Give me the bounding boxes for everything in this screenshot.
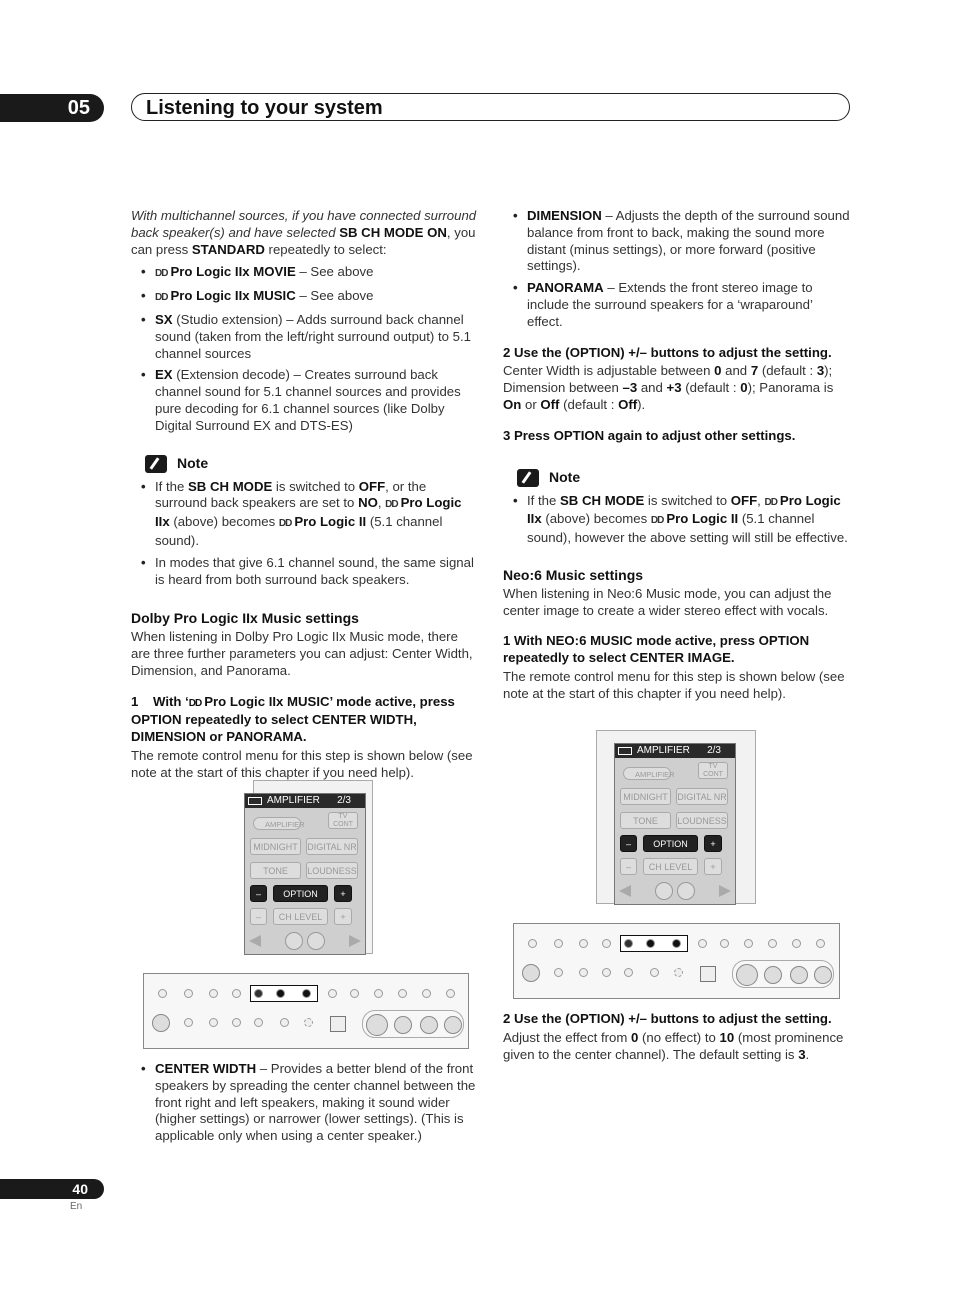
remote-screen xyxy=(614,743,736,905)
dolby-icon: DD xyxy=(155,268,168,280)
midnight-button[interactable]: MIDNIGHT xyxy=(250,838,301,855)
ch-level-minus-button[interactable]: – xyxy=(620,858,637,875)
loudness-button[interactable]: LOUDNESS xyxy=(676,812,728,829)
tv-cont-button[interactable]: TV CONT xyxy=(698,762,728,779)
ch-level-button[interactable]: CH LEVEL xyxy=(273,908,328,925)
remote-illustration xyxy=(596,730,756,904)
option-minus-button[interactable]: – xyxy=(620,835,637,852)
list-item: • CENTER WIDTH – Provides a better blend of the front speakers by spreading the center channel between the front right and left speakers, making it sound wider (higher settings) or narrower (lower settings). (This is applicable only when using a center speaker.) xyxy=(131,1061,481,1145)
amplifier-pill[interactable]: AMPLIFIER xyxy=(253,817,301,830)
dolby-icon: DD xyxy=(188,697,202,709)
option-plus-button[interactable]: + xyxy=(704,835,722,852)
option-plus-button[interactable]: + xyxy=(334,885,352,902)
dolby-icon: DD xyxy=(155,292,168,304)
midnight-button[interactable]: MIDNIGHT xyxy=(620,788,671,805)
remote-screen xyxy=(244,793,366,955)
right-column xyxy=(503,208,851,709)
dolby-icon: DD xyxy=(650,515,664,527)
step-3: 3 Press OPTION again to adjust other settings. xyxy=(503,427,796,443)
chapter-title: Listening to your system xyxy=(131,93,850,121)
section-heading: Dolby Pro Logic IIx Music settings xyxy=(131,610,359,627)
list-item: • DD Pro Logic IIx MOVIE – See above xyxy=(131,264,479,283)
dolby-icon: DD xyxy=(278,518,292,530)
neo-step-2-block xyxy=(503,1011,851,1069)
center-width-block xyxy=(131,1061,481,1151)
return-icon[interactable] xyxy=(677,882,695,900)
tone-button[interactable]: TONE xyxy=(250,862,301,879)
neo-text: When listening in Neo:6 Music mode, you can adjust the center image to create a wider stereo effect with vocals. xyxy=(503,585,832,618)
page-language: En xyxy=(70,1201,83,1212)
amplifier-pill[interactable]: AMPLIFIER xyxy=(623,767,671,780)
digital-nr-button[interactable]: DIGITAL NR xyxy=(306,838,358,855)
ch-level-plus-button[interactable]: + xyxy=(334,908,352,925)
list-item: • EX (Extension decode) – Creates surround back channel sound for 5.1 channel sources and provides pure decoding for 6.1 channel sources (like Dolby Digital Surround EX and DTS-ES) xyxy=(131,367,479,434)
neo-step-1-text: The remote control menu for this step is shown below (see note at the start of this chapter if you need help). xyxy=(503,668,845,701)
digital-nr-button[interactable]: DIGITAL NR xyxy=(676,788,728,805)
ch-level-button[interactable]: CH LEVEL xyxy=(643,858,698,875)
neo-step-2-text: Adjust the effect from 0 (no effect) to 10 (most prominence given to the center channel). The default setting is 3. xyxy=(503,1029,844,1062)
option-button[interactable]: OPTION xyxy=(273,885,328,902)
list-item: • If the SB CH MODE is switched to OFF, or the surround back speakers are set to NO, DD Pro Logic IIx (above) becomes DD Pro Logic II (5.1 channel sound). xyxy=(131,479,479,550)
neo-heading: Neo:6 Music settings xyxy=(503,566,644,583)
screen-title-bar: AMPLIFIER 2/3 xyxy=(615,744,735,758)
tv-icon xyxy=(618,747,632,755)
loudness-button[interactable]: LOUDNESS xyxy=(306,862,358,879)
neo-step-1: 1 With NEO:6 MUSIC mode active, press OPTION repeatedly to select CENTER IMAGE. xyxy=(503,633,810,666)
pencil-icon xyxy=(145,455,167,473)
pencil-icon xyxy=(517,469,539,487)
nav-row xyxy=(619,882,731,900)
front-panel-illustration xyxy=(143,973,469,1049)
arrow-left-icon xyxy=(249,935,261,947)
tv-cont-button[interactable]: TV CONT xyxy=(328,812,358,829)
neo-step-2: 2 Use the (OPTION) +/– buttons to adjust the setting. xyxy=(503,1011,832,1026)
arrow-right-icon xyxy=(719,885,731,897)
dolby-icon: DD xyxy=(764,496,777,508)
list-item: • In modes that give 6.1 channel sound, the same signal is heard from both surround back speakers. xyxy=(131,555,479,589)
mode-list xyxy=(131,264,479,434)
home-icon[interactable] xyxy=(285,932,303,950)
remote-illustration xyxy=(253,780,373,954)
nav-row xyxy=(249,932,361,950)
left-column xyxy=(131,208,479,788)
intro-paragraph: With multichannel sources, if you have connected surround back speaker(s) and have selected SB CH MODE ON, you can press STANDARD repeatedly to select: xyxy=(131,208,477,257)
section-text: When listening in Dolby Pro Logic IIx Music mode, there are three further parameters you can adjust: Center Width, Dimension, and Panorama. xyxy=(131,629,473,678)
ch-level-minus-button[interactable]: – xyxy=(250,908,267,925)
arrow-left-icon xyxy=(619,885,631,897)
option-minus-button[interactable]: – xyxy=(250,885,267,902)
note-heading: Note xyxy=(517,469,851,487)
front-panel-illustration xyxy=(513,923,840,999)
list-item: • PANORAMA – Extends the front stereo image to include the surround speakers for a ‘wraparound’ effect. xyxy=(503,280,851,330)
chapter-number: 05 xyxy=(0,94,104,122)
note-heading: Note xyxy=(145,455,479,473)
dolby-icon: DD xyxy=(385,499,398,511)
step-2-text: Center Width is adjustable between 0 and 7 (default : 3); Dimension between –3 and +3 (default : 0); Panorama is On or Off (default : Off). xyxy=(503,363,834,412)
tone-button[interactable]: TONE xyxy=(620,812,671,829)
return-icon[interactable] xyxy=(307,932,325,950)
ch-level-plus-button[interactable]: + xyxy=(704,858,722,875)
arrow-right-icon xyxy=(349,935,361,947)
home-icon[interactable] xyxy=(655,882,673,900)
list-item: • If the SB CH MODE is switched to OFF, DD Pro Logic IIx (above) becomes DD Pro Logic II (5.1 channel sound), however the above setting will still be effective. xyxy=(503,493,851,547)
list-item: • DIMENSION – Adjusts the depth of the surround sound balance from front to back, making the sound more distant (minus settings), or more forward (positive settings). xyxy=(503,208,851,275)
list-item: • SX (Studio extension) – Adds surround back channel sound (taken from the left/right surround output) to 5.1 channel sources xyxy=(131,312,479,362)
step-2: 2 Use the (OPTION) +/– buttons to adjust the setting. xyxy=(503,344,832,360)
option-button[interactable]: OPTION xyxy=(643,835,698,852)
screen-title-bar: AMPLIFIER 2/3 xyxy=(245,794,365,808)
tv-icon xyxy=(248,797,262,805)
step-1-text: The remote control menu for this step is shown below (see note at the start of this chapter if you need help). xyxy=(131,747,473,780)
note-list xyxy=(131,479,479,589)
step-1: 1 With ‘DD Pro Logic IIx MUSIC’ mode active, press OPTION repeatedly to select CENTER WIDTH, DIMENSION or PANORAMA. xyxy=(131,693,455,745)
page-number: 40 xyxy=(0,1179,104,1199)
list-item: • DD Pro Logic IIx MUSIC – See above xyxy=(131,288,479,307)
